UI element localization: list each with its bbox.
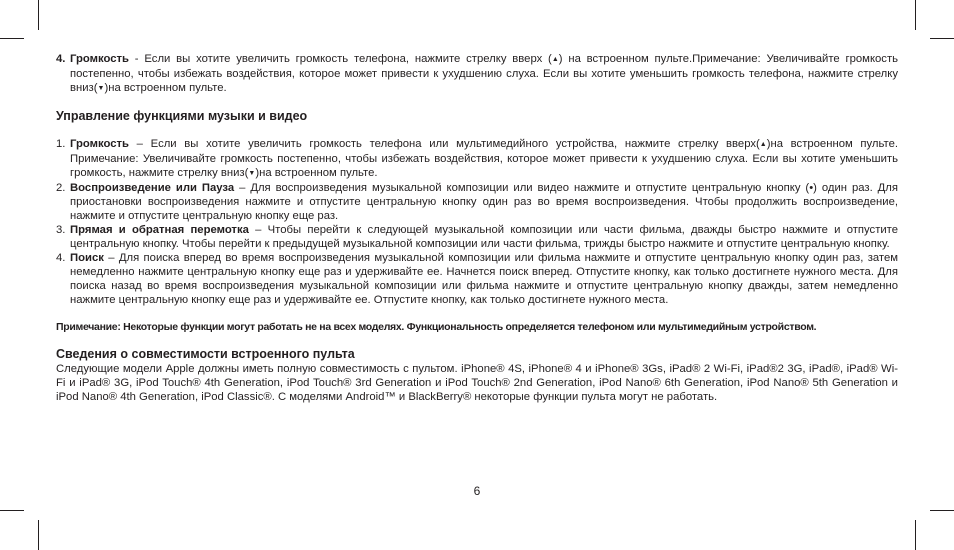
item-title: Громкость [70,53,129,65]
music-control-heading: Управление функциями музыки и видео [56,109,308,123]
list-item-seek-skip: 3. Прямая и обратная перемотка – Чтобы перейти к следующей музыкальной композиции или части фильма, дважды быстро нажмите и отпустите центральную кнопку. Чтобы перейти к предыдущей музыкальной композиции или части фильма, трижды быстро нажмите и отпустите центральную кнопку. [56,224,899,250]
page-number: 6 [473,484,481,498]
crop-mark-top-right [915,0,916,30]
crop-mark-bottom-left-h [0,510,24,511]
list-item-search: 4. Поиск – Для поиска вперед во время воспроизведения музыкальной композиции или фильма нажмите и отпустите центральную кнопку один раз, затем немедленно нажмите центральную кнопку еще раз и удерживайте ее. Начнется поиск вперед. Отпустите кнопку, как только достигнете нужного места. Для поиска назад во время воспроизведения музыкальной композиции или фильма нажмите и отпустите центральную кнопку дважды, затем немедленно нажмите центральную кнопку еще раз и удерживайте ее. Отпустите кнопку, как только достигнете нужного места. [56,252,899,306]
arrow-down-icon: ▼ [248,170,256,177]
music-items-list [56,137,898,307]
arrow-up-icon: ▲ [759,141,767,148]
crop-mark-bottom-right [915,520,916,550]
center-button-icon: • [809,182,814,194]
crop-mark-top-left-h [0,38,24,39]
arrow-up-icon: ▲ [551,56,559,63]
volume-item-intro: 4. Громкость - Если вы хотите увеличить громкость телефона, нажмите стрелку вверх (▲) на встроенном пульте.Примечание: Увеличивайте громкость постепенно, чтобы избежать воздействия, которое может привести к ухудшению слуха. Если вы хотите уменьшить громкость телефона, нажмите стрелку вниз(▼)на встроенном пульте. [56,53,899,94]
arrow-down-icon: ▼ [97,85,105,92]
list-item-volume: 1. Громкость – Если вы хотите увеличить громкость телефона или мультимедийного устройства, нажмите стрелку вверх(▲)на встроенном пульте. Примечание: Увеличивайте громкость постепенно, чтобы избежать воздействия, которое может привести к ухудшению слуха. Если вы хотите уменьшить громкость, нажмите стрелку вниз(▼)на встроенном пульте. [56,138,898,179]
compatibility-heading: Сведения о совместимости встроенного пульта [56,347,355,361]
compatibility-paragraph: Следующие модели Apple должны иметь полную совместимость с пультом. iPhone® 4S, iPhone® 4 и iPhone® 3Gs, iPad® 2 Wi-Fi, iPad®2 3G, iPad®, iPad® Wi-Fi и iPad® 3G, iPod Touch® 4th Generation, iPod Touch® 3rd Generation и iPod Touch® 2nd Generation, iPod Nano® 6th Generation, iPod Nano® 5th Generation и iPod Nano® 4th Generation, iPod Classic®. С моделями Android™ и BlackBerry® некоторые функции пульта могут не работать. [56,363,898,403]
crop-mark-bottom-left [38,520,39,550]
crop-mark-top-right-h [930,38,954,39]
crop-mark-bottom-right-h [930,510,954,511]
item-number: 4. [56,53,66,65]
crop-mark-top-left [38,0,39,30]
compatibility-note: Примечание: Некоторые функции могут работать не на всех моделях. Функциональность определяется телефоном или мультимедийным устройством. [56,321,817,333]
list-item-play-pause: 2. Воспроизведение или Пауза – Для воспроизведения музыкальной композиции или видео нажмите и отпустите центральную кнопку (•) один раз. Для приостановки воспроизведения нажмите и отпустите центральную кнопку один раз во время воспроизведения. Чтобы продолжить воспроизведение, нажмите и отпустите центральную кнопку еще раз. [56,182,898,222]
page-content [56,52,898,404]
